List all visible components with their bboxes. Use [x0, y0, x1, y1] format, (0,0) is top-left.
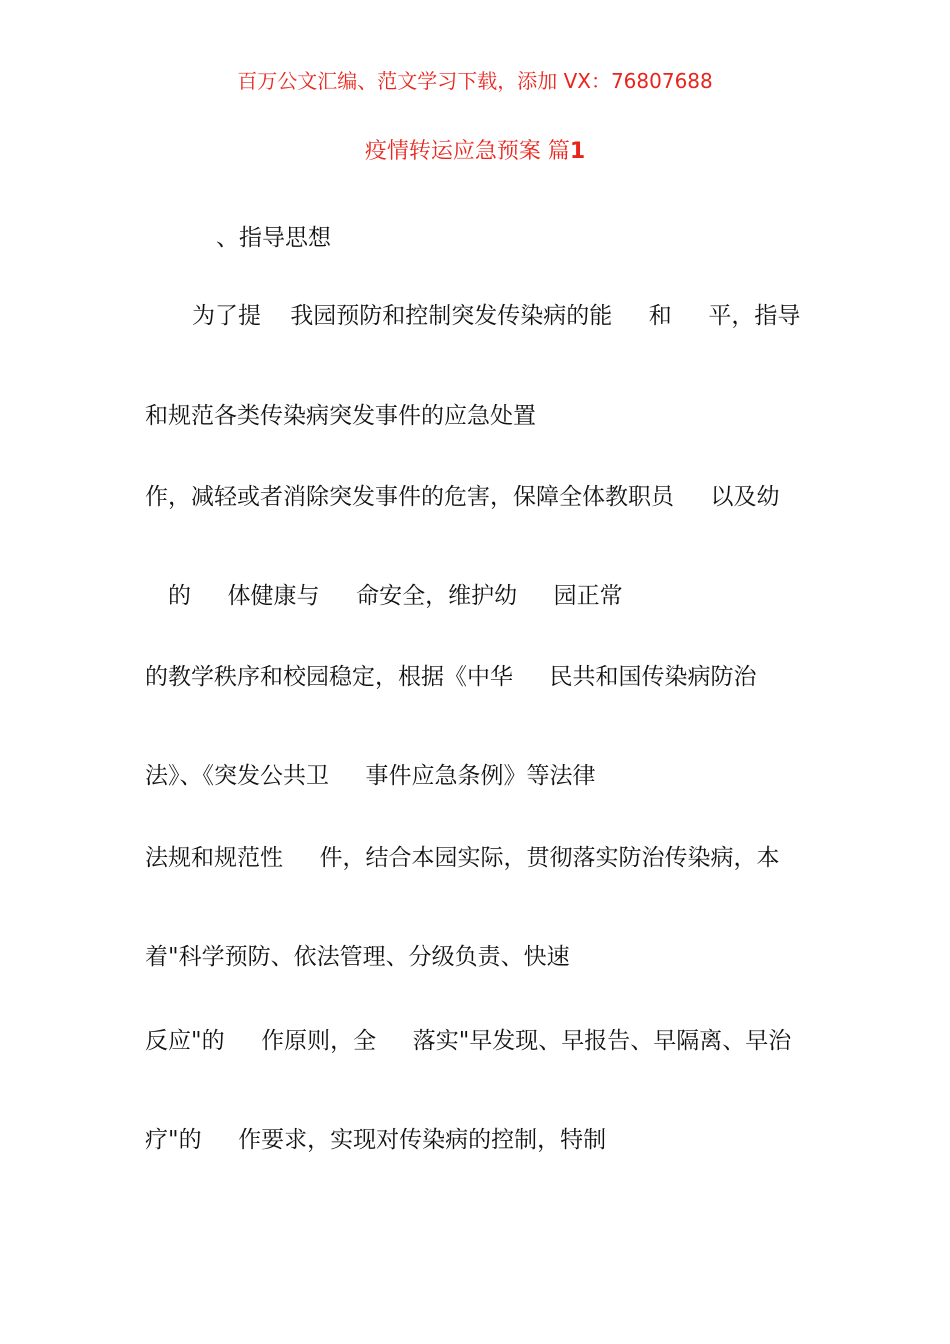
paragraph-line: 反应"的 作原则，全 落实"早发现、早报告、早隔离、早治 [145, 1028, 792, 1054]
page-title-number: 1 [569, 139, 586, 164]
paragraph-line: 着"科学预防、依法管理、分级负责、快速 [145, 944, 570, 970]
paragraph-line: 的 体健康与 命安全，维护幼 园正常 [168, 583, 623, 609]
paragraph-line: 和规范各类传染病突发事件的应急处置 [145, 403, 536, 429]
page-title [0, 137, 950, 167]
paragraph-line: 法》、《突发公共卫 事件应急条例》等法律 [145, 763, 596, 789]
header-banner [0, 66, 950, 96]
paragraph-line: 作，减轻或者消除突发事件的危害，保障全体教职员 以及幼 [145, 484, 780, 510]
paragraph-line: 疗"的 作要求，实现对传染病的控制，特制 [145, 1127, 607, 1153]
paragraph-line: 为了提 我园预防和控制突发传染病的能 和 平，指导 [192, 303, 801, 329]
paragraph-line: 法规和规范性 件，结合本园实际，贯彻落实防治传染病，本 [145, 845, 780, 871]
page-title-text: 疫情转运应急预案 篇 [364, 139, 570, 164]
paragraph-line: 的教学秩序和校园稳定，根据《中华 民共和国传染病防治 [145, 664, 757, 690]
section-heading: 、指导思想 [216, 225, 331, 251]
header-banner-text: 百万公文汇编、范文学习下载，添加 VX：76807688 [237, 69, 713, 93]
